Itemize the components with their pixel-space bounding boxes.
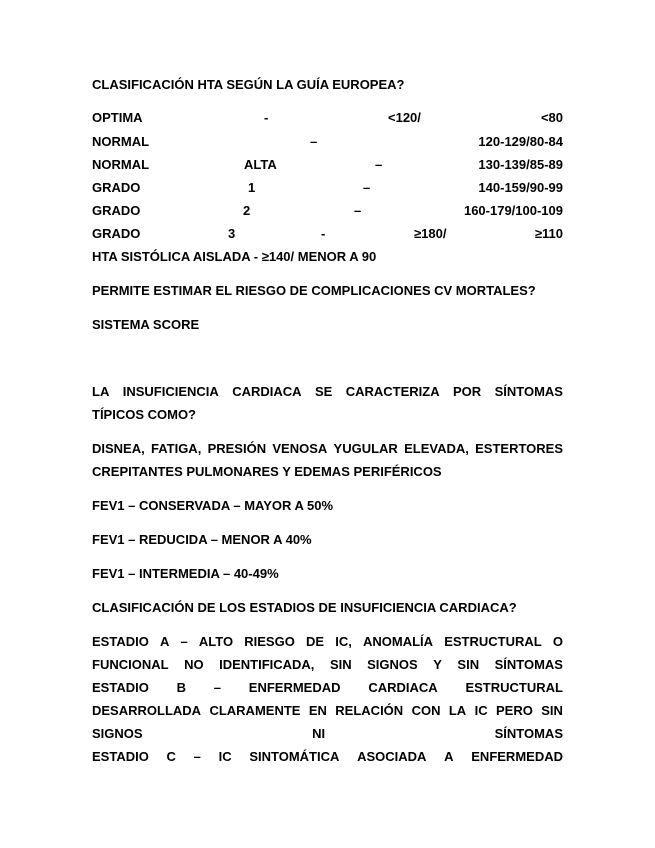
row-extra: ALTA	[244, 157, 277, 172]
question-ic-line-1	[92, 384, 563, 400]
word: CARDIACA	[368, 680, 438, 695]
word: FATIGA,	[151, 441, 202, 456]
row-extra: 2	[243, 203, 251, 218]
word: SIGNOS	[367, 657, 418, 672]
row-separator: –	[354, 203, 362, 218]
estadio-line	[92, 680, 563, 696]
row-label: NORMAL	[92, 134, 150, 149]
row-label: OPTIMA	[92, 110, 143, 125]
word: A	[159, 634, 170, 649]
word: SIN	[329, 657, 352, 672]
row-range-systolic: <120/	[388, 110, 421, 125]
word: ANOMALÍA	[363, 634, 434, 649]
word: CON	[411, 703, 441, 718]
question-score: PERMITE ESTIMAR EL RIESGO DE COMPLICACIONES CV MORTALES?	[92, 283, 536, 298]
word: RELACIÓN	[335, 703, 404, 718]
row-label: NORMAL	[92, 157, 150, 172]
word: LA	[448, 703, 467, 718]
question-hta-classification: CLASIFICACIÓN HTA SEGÚN LA GUÍA EUROPEA?	[92, 77, 405, 92]
row-range-diastolic: ≥110	[534, 226, 563, 241]
estadio-line	[92, 726, 563, 742]
word: POR	[453, 384, 482, 399]
word: Y	[433, 657, 442, 672]
word: SIN	[457, 657, 480, 672]
word: –	[180, 634, 188, 649]
word: ESTADIO	[92, 634, 149, 649]
word: C	[166, 749, 176, 764]
word: INSUFICIENCIA	[122, 384, 219, 399]
word: A	[444, 749, 454, 764]
word: ALTO	[198, 634, 234, 649]
row-range: 140-159/90-99	[478, 180, 563, 195]
question-estadios: CLASIFICACIÓN DE LOS ESTADIOS DE INSUFICIENCIA CARDIACA?	[92, 600, 517, 615]
answer-score: SISTEMA SCORE	[92, 317, 200, 332]
question-ic-line-2: TÍPICOS COMO?	[92, 407, 196, 422]
word: SE	[314, 384, 333, 399]
fev-conservada: FEV1 – CONSERVADA – MAYOR A 50%	[92, 498, 334, 513]
row-separator: -	[264, 110, 269, 125]
estadio-line	[92, 703, 563, 719]
estadio-line	[92, 634, 563, 650]
estadio-line	[92, 749, 563, 765]
row-separator: -	[321, 226, 326, 241]
estadio-line	[92, 657, 563, 673]
row-label: GRADO	[92, 180, 141, 195]
word: SÍNTOMAS	[494, 726, 563, 741]
fev-reducida: FEV1 – REDUCIDA – MENOR A 40%	[92, 532, 312, 547]
word: CARACTERIZA	[345, 384, 440, 399]
word: CLARAMENTE	[209, 703, 301, 718]
word: VENOSA	[272, 441, 328, 456]
word: RIESGO	[244, 634, 295, 649]
word: SIN	[541, 703, 563, 718]
answer-ic-line-2: CREPITANTES PULMONARES Y EDEMAS PERIFÉRICOS	[92, 464, 442, 479]
word: B	[176, 680, 186, 695]
row-separator: –	[310, 134, 318, 149]
word: ASOCIADA	[357, 749, 427, 764]
row-extra: 1	[248, 180, 256, 195]
answer-ic-line-1	[92, 441, 563, 457]
word: NI	[312, 726, 326, 741]
row-separator: –	[375, 157, 383, 172]
row-label: GRADO	[92, 203, 141, 218]
row-extra: 3	[228, 226, 236, 241]
word: DISNEA,	[92, 441, 145, 456]
word: IDENTIFICADA,	[219, 657, 315, 672]
word: SÍNTOMAS	[494, 384, 563, 399]
row-range-diastolic: <80	[540, 110, 563, 125]
fev-intermedia: FEV1 – INTERMEDIA – 40-49%	[92, 566, 279, 581]
row-range-systolic: ≥180/	[414, 226, 447, 241]
word: DE	[306, 634, 325, 649]
row-range: 160-179/100-109	[463, 203, 563, 218]
row-label: GRADO	[92, 226, 141, 241]
word: FUNCIONAL	[92, 657, 169, 672]
word: O	[552, 634, 563, 649]
word: SIGNOS	[92, 726, 143, 741]
word: IC	[474, 703, 488, 718]
word: ENFERMEDAD	[471, 749, 563, 764]
word: CARDIACA	[232, 384, 302, 399]
word: –	[193, 749, 201, 764]
word: ESTRUCTURAL	[444, 634, 542, 649]
word: PERO	[495, 703, 533, 718]
word: SÍNTOMAS	[494, 657, 563, 672]
word: IC	[218, 749, 232, 764]
word: EN	[308, 703, 327, 718]
word: ESTERTORES	[475, 441, 563, 456]
word: –	[213, 680, 222, 695]
word: YUGULAR	[333, 441, 398, 456]
word: PRESIÓN	[207, 441, 267, 456]
word: ENFERMEDAD	[248, 680, 341, 695]
word: ESTADIO	[92, 680, 149, 695]
word: SINTOMÁTICA	[249, 749, 340, 764]
row-separator: –	[363, 180, 371, 195]
hta-aislada-text: HTA SISTÓLICA AISLADA - ≥140/ MENOR A 90	[92, 249, 377, 264]
row-range: 120-129/80-84	[478, 134, 563, 149]
word: ESTADIO	[92, 749, 149, 764]
word: ESTRUCTURAL	[465, 680, 563, 695]
word: LA	[92, 384, 110, 399]
row-range: 130-139/85-89	[478, 157, 563, 172]
word: NO	[184, 657, 204, 672]
word: ELEVADA,	[404, 441, 469, 456]
word: IC,	[335, 634, 352, 649]
word: DESARROLLADA	[92, 703, 202, 718]
